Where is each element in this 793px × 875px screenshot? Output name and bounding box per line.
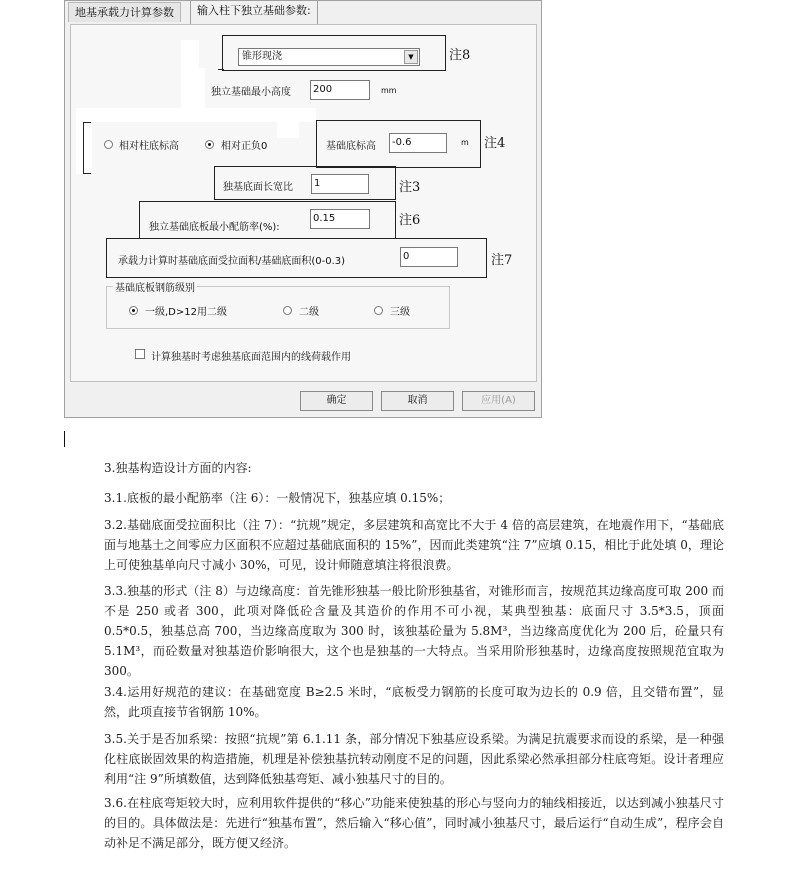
min-height-input[interactable]: 200: [310, 80, 370, 100]
paragraph-3-5: 3.5.关于是否加系梁：按照“抗规”第 6.1.11 条，部分情况下独基应设系梁。为满足抗震要求而设的系梁，是一种强化柱底嵌固效果的构造措施，机理是补偿独基抗转动刚度不足的问题，因此系梁必然承担部分柱底弯矩。设计者理应利用“注 9”所填数值，达到降低独基弯矩、减小独基尺寸的目的。: [104, 732, 724, 786]
mask-block: [181, 68, 205, 108]
line-load-checkbox-label: 计算独基时考虑独基底面范围内的线荷载作用: [151, 352, 351, 363]
paragraph-3-6: 3.6.在柱底弯矩较大时，应利用软件提供的“移心”功能来使独基的形心与竖向力的轴线相接近，以达到减小独基尺寸的目的。具体做法是：先进行“独基布置”，然后输入“移心值”，同时减小独基尺寸，最后运行“自动生成”，程序会自动补足不满足部分，既方便又经济。: [104, 796, 724, 850]
note-4: 注4: [484, 136, 506, 151]
text-cursor: [64, 431, 65, 447]
paragraph-3-3: 3.3.独基的形式（注 8）与边缘高度：首先锥形独基一般比阶形独基省，对锥形而言，按规范其边缘高度可取 200 而不是 250 或者 300，此项对降低砼含量及其造价的作用不可小视，某典型独基：底面尺寸 3.5*3.5，顶面 0.5*0.5，独基总高 700，当边缘高度取为 300 时，该独基砼量为 5.8M³，当边缘高度优化为 200 后，砼量只有 5.1M³，而砼数量对独基造价影响很大，这个也是独基的一大特点。当采用阶形独基时，边缘高度按照规范宜取为 300。: [104, 584, 724, 678]
radio-rebar-grade-1[interactable]: [129, 306, 138, 315]
note-7: 注7: [491, 253, 513, 268]
footing-shape-value: 锥形现浇: [242, 51, 282, 62]
rebar-grade-group-label: 基础底板钢筋级别: [113, 279, 197, 294]
note-8: 注8: [449, 48, 471, 63]
radio-rebar-grade-2-label: 二级: [299, 307, 319, 318]
footing-shape-select[interactable]: [238, 48, 420, 66]
radio-rebar-grade-2[interactable]: [283, 306, 292, 315]
bottom-elev-input[interactable]: -0.6: [389, 133, 447, 153]
paragraph-3-4: 3.4.运用好规范的建议：在基础宽度 B≥2.5 米时，“底板受力钢筋的长度可取为边长的 0.9 倍，且交错布置”，显然，此项直接节省钢筋 10%。: [104, 685, 724, 719]
radio-relative-zero-label: 相对正负0: [221, 141, 268, 152]
apply-button[interactable]: 应用(A): [462, 391, 535, 411]
radio-rebar-grade-3-label: 三级: [390, 307, 410, 318]
mask-block: [277, 118, 299, 138]
min-height-label: 独立基础最小高度: [211, 87, 291, 98]
note-3: 注3: [399, 180, 421, 195]
aspect-ratio-label: 独基底面长宽比: [223, 182, 293, 193]
radio-relative-column[interactable]: [104, 140, 113, 149]
section-heading: 3.独基构造设计方面的内容:: [104, 461, 252, 475]
tension-area-input[interactable]: 0: [400, 247, 458, 267]
radio-relative-column-label: 相对柱底标高: [119, 141, 179, 152]
radio-relative-zero[interactable]: [205, 140, 214, 149]
min-height-unit: mm: [381, 86, 397, 95]
chevron-down-icon[interactable]: ▼: [404, 50, 418, 64]
tab-bearing-capacity[interactable]: 地基承载力计算参数: [68, 2, 181, 22]
line-load-checkbox[interactable]: [135, 349, 145, 359]
min-rebar-label: 独立基础底板最小配筋率(%):: [149, 222, 280, 233]
aspect-ratio-input[interactable]: 1: [311, 174, 369, 194]
tension-area-label: 承载力计算时基础底面受拉面积/基础底面积(0-0.3): [118, 256, 346, 267]
paragraph-3-2: 3.2.基础底面受拉面积比（注 7）：“抗规”规定，多层建筑和高宽比不大于 4 倍的高层建筑，在地震作用下，“基础底面与地基土之间零应力区面积不应超过基础底面积的 15%”，因而此类建筑“注 7”应填 0.15，相比于此处填 0，理论上可使独基单向尺寸减小 30%，可见，设计师随意填注将很浪费。: [104, 518, 724, 572]
bottom-elev-label: 基础底标高: [326, 141, 376, 152]
bottom-elev-unit: m: [461, 138, 469, 147]
tab-isolated-footing[interactable]: 输入柱下独立基础参数:: [190, 0, 318, 24]
annotation-box-radio: [83, 122, 91, 174]
annotation-tick: [218, 69, 224, 70]
note-6: 注6: [399, 213, 421, 228]
cancel-button[interactable]: 取消: [381, 391, 454, 411]
radio-rebar-grade-3[interactable]: [374, 306, 383, 315]
min-rebar-input[interactable]: 0.15: [310, 209, 370, 229]
paragraph-3-1: 3.1.底板的最小配筋率（注 6）：一般情况下，独基应填 0.15%；: [104, 491, 451, 505]
radio-rebar-grade-1-label: 一级,D>12用二级: [145, 307, 227, 318]
ok-button[interactable]: 确定: [300, 391, 373, 411]
